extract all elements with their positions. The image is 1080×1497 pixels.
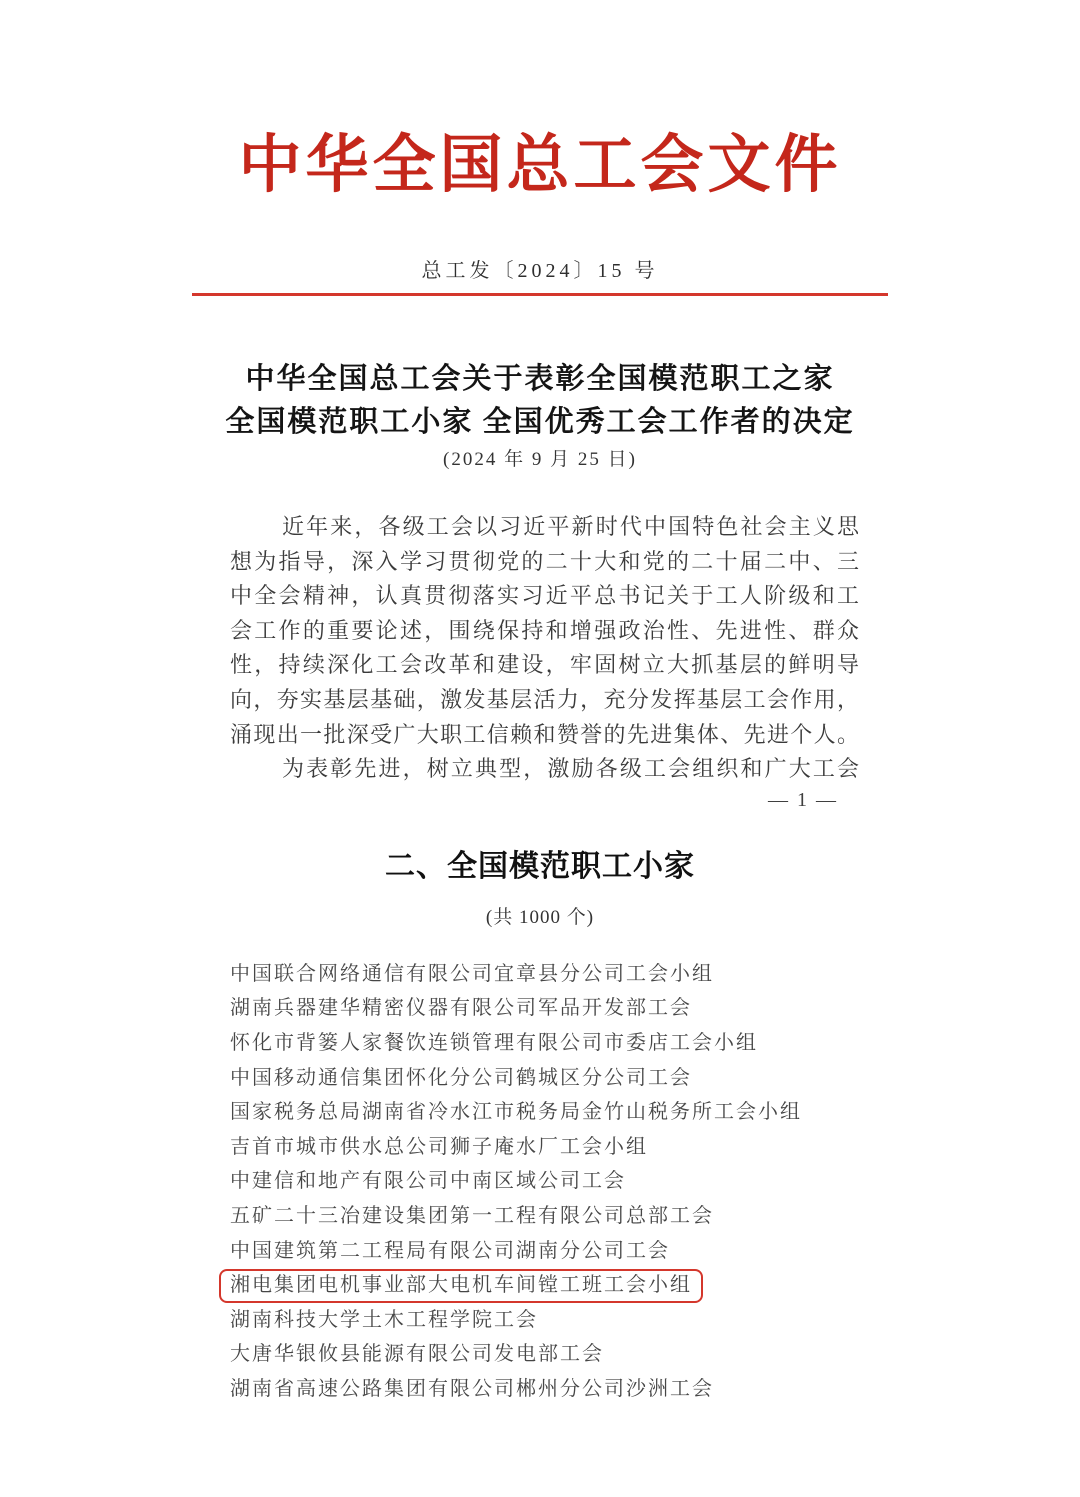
award-list-item-highlighted bbox=[230, 1268, 1080, 1303]
award-list-item: 中国建筑第二工程局有限公司湖南分公司工会 bbox=[230, 1239, 670, 1262]
section-count-note: (共 1000 个) bbox=[485, 906, 595, 928]
page-number: — 1 — bbox=[768, 788, 838, 811]
body-line: 为表彰先进，树立典型，激励各级工会组织和广大工会 bbox=[282, 756, 860, 782]
section-title: 二、全国模范职工小家 bbox=[385, 849, 695, 883]
award-list-item: 中建信和地产有限公司中南区域公司工会 bbox=[230, 1170, 626, 1193]
body-line: 会工作的重要论述，围绕保持和增强政治性、先进性、群众 bbox=[230, 617, 860, 643]
decision-title-line1: 中华全国总工会关于表彰全国模范职工之家 bbox=[245, 363, 835, 395]
award-list bbox=[0, 957, 1080, 1407]
highlight-box bbox=[219, 1269, 703, 1303]
award-list-item: 五矿二十三冶建设集团第一工程有限公司总部工会 bbox=[230, 1204, 714, 1227]
decision-date: (2024 年 9 月 25 日) bbox=[443, 449, 637, 470]
document-number: 总工发〔2024〕15 号 bbox=[421, 260, 659, 282]
award-list-item: 大唐华银攸县能源有限公司发电部工会 bbox=[230, 1343, 604, 1366]
award-list-item: 国家税务总局湖南省冷水江市税务局金竹山税务所工会小组 bbox=[230, 1101, 802, 1124]
award-list-item: 吉首市城市供水总公司狮子庵水厂工会小组 bbox=[230, 1135, 648, 1158]
body-line: 近年来，各级工会以习近平新时代中国特色社会主义思 bbox=[282, 514, 860, 539]
body-line: 涌现出一批深受广大职工信赖和赞誉的先进集体、先进个人。 bbox=[230, 721, 860, 747]
body-line: 向，夯实基层基础，激发基层活力，充分发挥基层工会作用， bbox=[230, 686, 860, 712]
award-list-item: 中国联合网络通信有限公司宜章县分公司工会小组 bbox=[230, 962, 714, 985]
award-list-item: 湖南科技大学土木工程学院工会 bbox=[230, 1308, 538, 1331]
decision-title bbox=[0, 358, 1080, 444]
award-list-item-label: 湘电集团电机事业部大电机车间镗工班工会小组 bbox=[230, 1274, 692, 1297]
award-list-item: 湖南省高速公路集团有限公司郴州分公司沙洲工会 bbox=[230, 1377, 714, 1400]
award-list-item: 湖南兵器建华精密仪器有限公司军品开发部工会 bbox=[230, 997, 692, 1020]
letterhead-title: 中华全国总工会文件 bbox=[238, 130, 842, 200]
body-paragraphs bbox=[230, 510, 860, 787]
body-line: 想为指导，深入学习贯彻党的二十大和党的二十届二中、三 bbox=[230, 548, 860, 574]
award-list-item: 中国移动通信集团怀化分公司鹤城区分公司工会 bbox=[230, 1066, 692, 1089]
red-divider-line bbox=[192, 293, 888, 296]
body-line: 性，持续深化工会改革和建设，牢固树立大抓基层的鲜明导 bbox=[230, 652, 860, 678]
body-line: 中全会精神，认真贯彻落实习近平总书记关于工人阶级和工 bbox=[230, 583, 860, 609]
decision-title-line2: 全国模范职工小家 全国优秀工会工作者的决定 bbox=[225, 406, 855, 438]
award-list-item: 怀化市背篓人家餐饮连锁管理有限公司市委店工会小组 bbox=[230, 1031, 758, 1054]
